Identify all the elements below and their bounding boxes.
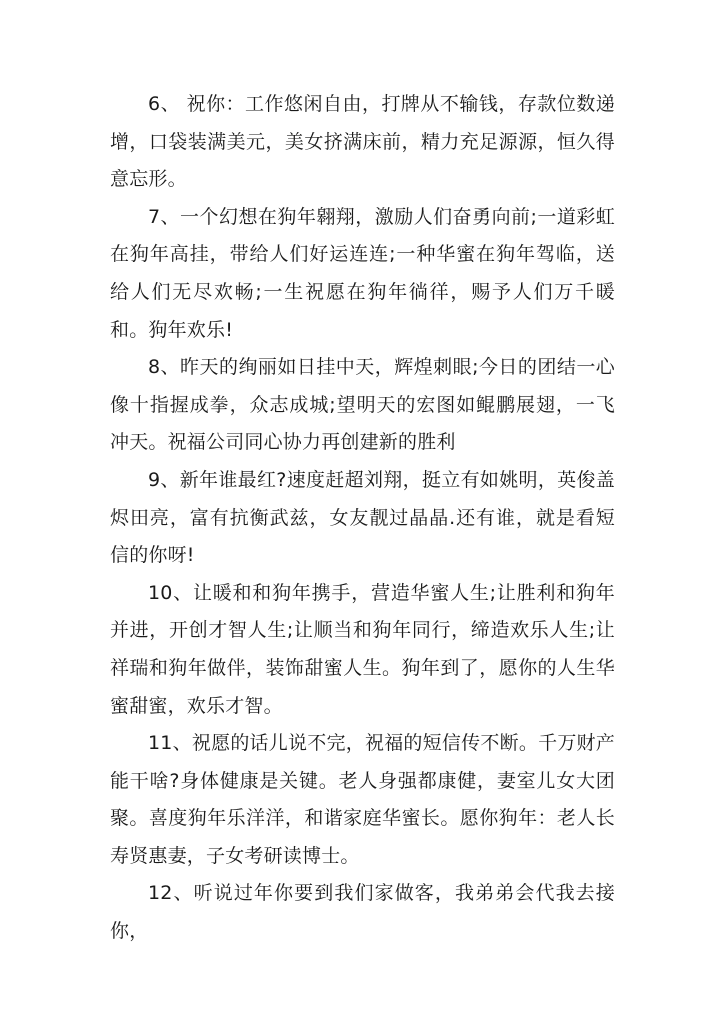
paragraph-10: 10、让暖和和狗年携手，营造华蜜人生;让胜利和狗年并进，开创才智人生;让顺当和狗年同行，缔造欢乐人生;让祥瑞和狗年做伴，装饰甜蜜人生。狗年到了，愿你的人生华蜜甜蜜，欢乐才智。 <box>110 581 615 717</box>
document-body <box>110 86 615 951</box>
paragraph-8: 8、昨天的绚丽如日挂中天，辉煌刺眼;今日的团结一心像十指握成拳，众志成城;望明天的宏图如鲲鹏展翅，一飞冲天。祝福公司同心协力再创建新的胜利 <box>110 356 615 454</box>
paragraph-9: 9、新年谁最红?速度赶超刘翔，挺立有如姚明，英俊盖烬田亮，富有抗衡武兹，女友靓过晶晶.还有谁，就是看短信的你呀! <box>110 468 615 567</box>
paragraph-12: 12、听说过年你要到我们家做客，我弟弟会代我去接你， <box>110 882 615 943</box>
paragraph-11: 11、祝愿的话儿说不完，祝福的短信传不断。千万财产能干啥?身体健康是关键。老人身强都康健，妻室儿女大团聚。喜度狗年乐洋洋，和谐家庭华蜜长。愿你狗年：老人长寿贤惠妻，子女考研读博士。 <box>110 732 615 867</box>
paragraph-7: 7、一个幻想在狗年翱翔，激励人们奋勇向前;一道彩虹在狗年高挂，带给人们好运连连;一种华蜜在狗年驾临，送给人们无尽欢畅;一生祝愿在狗年徜徉，赐予人们万千暖和。狗年欢乐! <box>110 205 615 341</box>
paragraph-6: 6、 祝你：工作悠闲自由，打牌从不输钱，存款位数递增，口袋装满美元，美女挤满床前，精力充足源源，恒久得意忘形。 <box>110 93 615 191</box>
